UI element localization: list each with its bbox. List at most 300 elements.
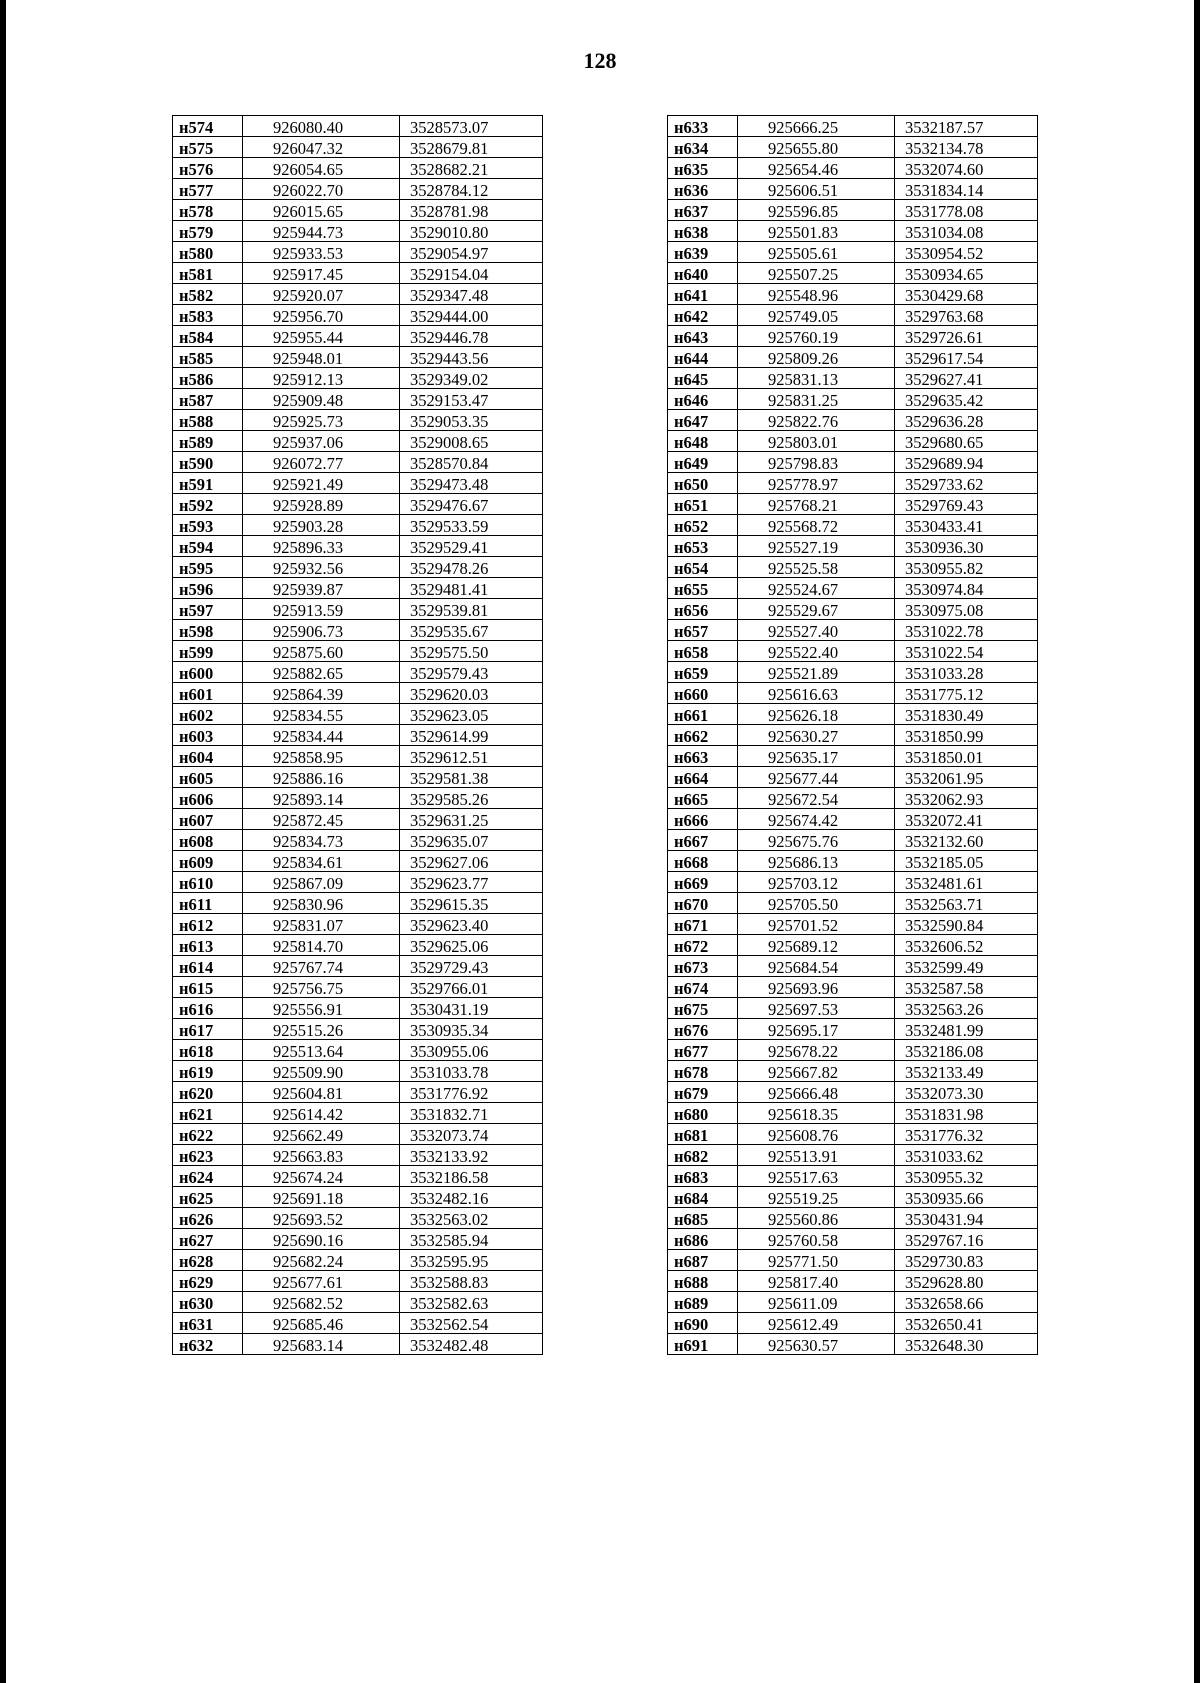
- point-number-cell: н610: [173, 872, 243, 893]
- point-number-cell: н616: [173, 998, 243, 1019]
- x-coordinate-cell: 925867.09: [243, 872, 400, 893]
- y-coordinate-cell: 3529533.59: [400, 515, 543, 536]
- y-coordinate-cell: 3529627.41: [895, 368, 1038, 389]
- y-coordinate-cell: 3529153.47: [400, 389, 543, 410]
- table-row: [668, 767, 1038, 788]
- table-row: [668, 1271, 1038, 1292]
- x-coordinate-cell: 925760.58: [738, 1229, 895, 1250]
- x-coordinate-cell: 925920.07: [243, 284, 400, 305]
- y-coordinate-cell: 3530433.41: [895, 515, 1038, 536]
- point-number-cell: н689: [668, 1292, 738, 1313]
- point-number-cell: н660: [668, 683, 738, 704]
- x-coordinate-cell: 925705.50: [738, 893, 895, 914]
- point-number-cell: н666: [668, 809, 738, 830]
- x-coordinate-cell: 925858.95: [243, 746, 400, 767]
- table-row: [173, 1187, 543, 1208]
- point-number-cell: н605: [173, 767, 243, 788]
- x-coordinate-cell: 925822.76: [738, 410, 895, 431]
- y-coordinate-cell: 3532072.41: [895, 809, 1038, 830]
- table-row: [173, 1250, 543, 1271]
- x-coordinate-cell: 925501.83: [738, 221, 895, 242]
- y-coordinate-cell: 3529347.48: [400, 284, 543, 305]
- table-row: [668, 305, 1038, 326]
- y-coordinate-cell: 3529612.51: [400, 746, 543, 767]
- x-coordinate-cell: 926022.70: [243, 179, 400, 200]
- x-coordinate-cell: 925771.50: [738, 1250, 895, 1271]
- y-coordinate-cell: 3529628.80: [895, 1271, 1038, 1292]
- point-number-cell: н630: [173, 1292, 243, 1313]
- x-coordinate-cell: 925925.73: [243, 410, 400, 431]
- x-coordinate-cell: 925798.83: [738, 452, 895, 473]
- x-coordinate-cell: 925521.89: [738, 662, 895, 683]
- table-row: [173, 767, 543, 788]
- table-row: [668, 578, 1038, 599]
- point-number-cell: н576: [173, 158, 243, 179]
- point-number-cell: н618: [173, 1040, 243, 1061]
- table-row: [173, 977, 543, 998]
- point-number-cell: н608: [173, 830, 243, 851]
- table-row: [668, 1250, 1038, 1271]
- x-coordinate-cell: 925693.52: [243, 1208, 400, 1229]
- y-coordinate-cell: 3531033.78: [400, 1061, 543, 1082]
- table-row: [173, 935, 543, 956]
- point-number-cell: н621: [173, 1103, 243, 1124]
- x-coordinate-cell: 925683.14: [243, 1334, 400, 1355]
- y-coordinate-cell: 3530935.34: [400, 1019, 543, 1040]
- point-number-cell: н690: [668, 1313, 738, 1334]
- y-coordinate-cell: 3529579.43: [400, 662, 543, 683]
- table-row: [668, 1208, 1038, 1229]
- point-number-cell: н662: [668, 725, 738, 746]
- x-coordinate-cell: 925666.48: [738, 1082, 895, 1103]
- table-row: [173, 431, 543, 452]
- y-coordinate-cell: 3531034.08: [895, 221, 1038, 242]
- x-coordinate-cell: 925928.89: [243, 494, 400, 515]
- table-row: [668, 809, 1038, 830]
- table-row: [173, 116, 543, 137]
- table-row: [668, 263, 1038, 284]
- x-coordinate-cell: 925933.53: [243, 242, 400, 263]
- point-number-cell: н639: [668, 242, 738, 263]
- y-coordinate-cell: 3531850.01: [895, 746, 1038, 767]
- y-coordinate-cell: 3532133.49: [895, 1061, 1038, 1082]
- x-coordinate-cell: 925834.44: [243, 725, 400, 746]
- point-number-cell: н606: [173, 788, 243, 809]
- x-coordinate-cell: 925906.73: [243, 620, 400, 641]
- x-coordinate-cell: 925630.57: [738, 1334, 895, 1355]
- y-coordinate-cell: 3530954.52: [895, 242, 1038, 263]
- x-coordinate-cell: 925525.58: [738, 557, 895, 578]
- table-row: [173, 158, 543, 179]
- x-coordinate-cell: 925606.51: [738, 179, 895, 200]
- y-coordinate-cell: 3530975.08: [895, 599, 1038, 620]
- x-coordinate-cell: 925834.55: [243, 704, 400, 725]
- point-number-cell: н647: [668, 410, 738, 431]
- x-coordinate-cell: 925944.73: [243, 221, 400, 242]
- y-coordinate-cell: 3530431.19: [400, 998, 543, 1019]
- x-coordinate-cell: 925614.42: [243, 1103, 400, 1124]
- x-coordinate-cell: 925686.13: [738, 851, 895, 872]
- y-coordinate-cell: 3529617.54: [895, 347, 1038, 368]
- table-row: [668, 872, 1038, 893]
- x-coordinate-cell: 925560.86: [738, 1208, 895, 1229]
- x-coordinate-cell: 925509.90: [243, 1061, 400, 1082]
- point-number-cell: н587: [173, 389, 243, 410]
- x-coordinate-cell: 925678.22: [738, 1040, 895, 1061]
- x-coordinate-cell: 925677.61: [243, 1271, 400, 1292]
- point-number-cell: н661: [668, 704, 738, 725]
- y-coordinate-cell: 3529636.28: [895, 410, 1038, 431]
- point-number-cell: н602: [173, 704, 243, 725]
- table-row: [173, 578, 543, 599]
- y-coordinate-cell: 3528781.98: [400, 200, 543, 221]
- x-coordinate-cell: 925556.91: [243, 998, 400, 1019]
- y-coordinate-cell: 3532595.95: [400, 1250, 543, 1271]
- y-coordinate-cell: 3532658.66: [895, 1292, 1038, 1313]
- y-coordinate-cell: 3532073.30: [895, 1082, 1038, 1103]
- x-coordinate-cell: 925515.26: [243, 1019, 400, 1040]
- point-number-cell: н595: [173, 557, 243, 578]
- table-row: [668, 494, 1038, 515]
- table-row: [173, 284, 543, 305]
- y-coordinate-cell: 3530936.30: [895, 536, 1038, 557]
- y-coordinate-cell: 3532187.57: [895, 116, 1038, 137]
- table-row: [173, 851, 543, 872]
- y-coordinate-cell: 3529476.67: [400, 494, 543, 515]
- point-number-cell: н636: [668, 179, 738, 200]
- table-row: [668, 746, 1038, 767]
- x-coordinate-cell: 925626.18: [738, 704, 895, 725]
- point-number-cell: н685: [668, 1208, 738, 1229]
- x-coordinate-cell: 925893.14: [243, 788, 400, 809]
- point-number-cell: н668: [668, 851, 738, 872]
- x-coordinate-cell: 925608.76: [738, 1124, 895, 1145]
- table-row: [173, 788, 543, 809]
- point-number-cell: н675: [668, 998, 738, 1019]
- x-coordinate-cell: 926054.65: [243, 158, 400, 179]
- y-coordinate-cell: 3529635.07: [400, 830, 543, 851]
- point-number-cell: н580: [173, 242, 243, 263]
- y-coordinate-cell: 3532563.02: [400, 1208, 543, 1229]
- y-coordinate-cell: 3531033.62: [895, 1145, 1038, 1166]
- table-row: [668, 1334, 1038, 1355]
- x-coordinate-cell: 925517.63: [738, 1166, 895, 1187]
- table-row: [668, 956, 1038, 977]
- y-coordinate-cell: 3529623.40: [400, 914, 543, 935]
- x-coordinate-cell: 925913.59: [243, 599, 400, 620]
- x-coordinate-cell: 925630.27: [738, 725, 895, 746]
- x-coordinate-cell: 925909.48: [243, 389, 400, 410]
- table-row: [173, 641, 543, 662]
- point-number-cell: н635: [668, 158, 738, 179]
- y-coordinate-cell: 3532606.52: [895, 935, 1038, 956]
- table-row: [668, 662, 1038, 683]
- point-number-cell: н588: [173, 410, 243, 431]
- table-row: [668, 158, 1038, 179]
- y-coordinate-cell: 3528570.84: [400, 452, 543, 473]
- x-coordinate-cell: 925834.61: [243, 851, 400, 872]
- x-coordinate-cell: 925831.13: [738, 368, 895, 389]
- x-coordinate-cell: 925932.56: [243, 557, 400, 578]
- x-coordinate-cell: 925693.96: [738, 977, 895, 998]
- table-row: [173, 536, 543, 557]
- x-coordinate-cell: 925817.40: [738, 1271, 895, 1292]
- y-coordinate-cell: 3529733.62: [895, 473, 1038, 494]
- point-number-cell: н681: [668, 1124, 738, 1145]
- point-number-cell: н673: [668, 956, 738, 977]
- point-number-cell: н633: [668, 116, 738, 137]
- y-coordinate-cell: 3532648.30: [895, 1334, 1038, 1355]
- point-number-cell: н670: [668, 893, 738, 914]
- table-row: [668, 284, 1038, 305]
- table-row: [668, 1124, 1038, 1145]
- point-number-cell: н641: [668, 284, 738, 305]
- point-number-cell: н648: [668, 431, 738, 452]
- table-row: [173, 1145, 543, 1166]
- table-row: [668, 599, 1038, 620]
- point-number-cell: н603: [173, 725, 243, 746]
- x-coordinate-cell: 925677.44: [738, 767, 895, 788]
- x-coordinate-cell: 925524.67: [738, 578, 895, 599]
- x-coordinate-cell: 925663.83: [243, 1145, 400, 1166]
- table-row: [668, 683, 1038, 704]
- y-coordinate-cell: 3529539.81: [400, 599, 543, 620]
- x-coordinate-cell: 925814.70: [243, 935, 400, 956]
- y-coordinate-cell: 3529054.97: [400, 242, 543, 263]
- y-coordinate-cell: 3531033.28: [895, 662, 1038, 683]
- table-row: [173, 1103, 543, 1124]
- x-coordinate-cell: 925685.46: [243, 1313, 400, 1334]
- y-coordinate-cell: 3531778.08: [895, 200, 1038, 221]
- y-coordinate-cell: 3531850.99: [895, 725, 1038, 746]
- table-row: [173, 599, 543, 620]
- point-number-cell: н688: [668, 1271, 738, 1292]
- y-coordinate-cell: 3529627.06: [400, 851, 543, 872]
- point-number-cell: н590: [173, 452, 243, 473]
- table-row: [668, 851, 1038, 872]
- table-row: [173, 347, 543, 368]
- point-number-cell: н631: [173, 1313, 243, 1334]
- point-number-cell: н679: [668, 1082, 738, 1103]
- y-coordinate-cell: 3531832.71: [400, 1103, 543, 1124]
- table-row: [173, 494, 543, 515]
- point-number-cell: н634: [668, 137, 738, 158]
- table-row: [173, 200, 543, 221]
- y-coordinate-cell: 3530934.65: [895, 263, 1038, 284]
- y-coordinate-cell: 3532061.95: [895, 767, 1038, 788]
- y-coordinate-cell: 3529154.04: [400, 263, 543, 284]
- point-number-cell: н667: [668, 830, 738, 851]
- table-row: [173, 263, 543, 284]
- x-coordinate-cell: 925809.26: [738, 347, 895, 368]
- x-coordinate-cell: 925522.40: [738, 641, 895, 662]
- point-number-cell: н656: [668, 599, 738, 620]
- point-number-cell: н604: [173, 746, 243, 767]
- point-number-cell: н600: [173, 662, 243, 683]
- point-number-cell: н672: [668, 935, 738, 956]
- y-coordinate-cell: 3529581.38: [400, 767, 543, 788]
- point-number-cell: н579: [173, 221, 243, 242]
- point-number-cell: н584: [173, 326, 243, 347]
- y-coordinate-cell: 3532185.05: [895, 851, 1038, 872]
- table-row: [668, 179, 1038, 200]
- table-row: [173, 893, 543, 914]
- x-coordinate-cell: 925655.80: [738, 137, 895, 158]
- x-coordinate-cell: 925956.70: [243, 305, 400, 326]
- y-coordinate-cell: 3532481.61: [895, 872, 1038, 893]
- table-row: [668, 620, 1038, 641]
- y-coordinate-cell: 3529623.77: [400, 872, 543, 893]
- y-coordinate-cell: 3529053.35: [400, 410, 543, 431]
- point-number-cell: н622: [173, 1124, 243, 1145]
- point-number-cell: н653: [668, 536, 738, 557]
- point-number-cell: н594: [173, 536, 243, 557]
- y-coordinate-cell: 3532482.48: [400, 1334, 543, 1355]
- point-number-cell: н684: [668, 1187, 738, 1208]
- point-number-cell: н691: [668, 1334, 738, 1355]
- point-number-cell: н677: [668, 1040, 738, 1061]
- y-coordinate-cell: 3531022.78: [895, 620, 1038, 641]
- table-row: [668, 977, 1038, 998]
- table-row: [668, 452, 1038, 473]
- y-coordinate-cell: 3532186.58: [400, 1166, 543, 1187]
- y-coordinate-cell: 3530431.94: [895, 1208, 1038, 1229]
- y-coordinate-cell: 3529529.41: [400, 536, 543, 557]
- y-coordinate-cell: 3532134.78: [895, 137, 1038, 158]
- y-coordinate-cell: 3529478.26: [400, 557, 543, 578]
- point-number-cell: н674: [668, 977, 738, 998]
- point-number-cell: н615: [173, 977, 243, 998]
- point-number-cell: н658: [668, 641, 738, 662]
- point-number-cell: н613: [173, 935, 243, 956]
- y-coordinate-cell: 3529010.80: [400, 221, 543, 242]
- x-coordinate-cell: 925674.42: [738, 809, 895, 830]
- point-number-cell: н654: [668, 557, 738, 578]
- point-number-cell: н676: [668, 1019, 738, 1040]
- scan-edge-right: [1194, 0, 1200, 1683]
- table-row: [668, 116, 1038, 137]
- y-coordinate-cell: 3532186.08: [895, 1040, 1038, 1061]
- point-number-cell: н625: [173, 1187, 243, 1208]
- table-row: [668, 431, 1038, 452]
- x-coordinate-cell: 926047.32: [243, 137, 400, 158]
- x-coordinate-cell: 925875.60: [243, 641, 400, 662]
- x-coordinate-cell: 925616.63: [738, 683, 895, 704]
- table-row: [668, 1145, 1038, 1166]
- table-row: [173, 452, 543, 473]
- table-row: [173, 326, 543, 347]
- y-coordinate-cell: 3529766.01: [400, 977, 543, 998]
- point-number-cell: н663: [668, 746, 738, 767]
- y-coordinate-cell: 3529615.35: [400, 893, 543, 914]
- table-row: [173, 515, 543, 536]
- y-coordinate-cell: 3529730.83: [895, 1250, 1038, 1271]
- y-coordinate-cell: 3529575.50: [400, 641, 543, 662]
- y-coordinate-cell: 3531830.49: [895, 704, 1038, 725]
- point-number-cell: н626: [173, 1208, 243, 1229]
- y-coordinate-cell: 3529769.43: [895, 494, 1038, 515]
- point-number-cell: н687: [668, 1250, 738, 1271]
- y-coordinate-cell: 3528679.81: [400, 137, 543, 158]
- y-coordinate-cell: 3532062.93: [895, 788, 1038, 809]
- table-row: [173, 956, 543, 977]
- table-row: [173, 1313, 543, 1334]
- x-coordinate-cell: 925527.40: [738, 620, 895, 641]
- y-coordinate-cell: 3529680.65: [895, 431, 1038, 452]
- x-coordinate-cell: 925691.18: [243, 1187, 400, 1208]
- page-number: 128: [583, 48, 617, 73]
- x-coordinate-cell: 925672.54: [738, 788, 895, 809]
- table-row: [173, 683, 543, 704]
- point-number-cell: н640: [668, 263, 738, 284]
- point-number-cell: н644: [668, 347, 738, 368]
- x-coordinate-cell: 925513.91: [738, 1145, 895, 1166]
- x-coordinate-cell: 925513.64: [243, 1040, 400, 1061]
- table-row: [668, 221, 1038, 242]
- table-row: [173, 872, 543, 893]
- x-coordinate-cell: 925682.24: [243, 1250, 400, 1271]
- x-coordinate-cell: 925778.97: [738, 473, 895, 494]
- y-coordinate-cell: 3529349.02: [400, 368, 543, 389]
- x-coordinate-cell: 926015.65: [243, 200, 400, 221]
- y-coordinate-cell: 3532132.60: [895, 830, 1038, 851]
- point-number-cell: н655: [668, 578, 738, 599]
- point-number-cell: н601: [173, 683, 243, 704]
- x-coordinate-cell: 925667.82: [738, 1061, 895, 1082]
- table-row: [173, 221, 543, 242]
- table-row: [668, 473, 1038, 494]
- x-coordinate-cell: 925896.33: [243, 536, 400, 557]
- table-row: [668, 935, 1038, 956]
- table-row: [668, 1082, 1038, 1103]
- table-row: [668, 914, 1038, 935]
- point-number-cell: н664: [668, 767, 738, 788]
- y-coordinate-cell: 3529446.78: [400, 326, 543, 347]
- point-number-cell: н578: [173, 200, 243, 221]
- table-row: [668, 1103, 1038, 1124]
- point-number-cell: н686: [668, 1229, 738, 1250]
- table-row: [173, 242, 543, 263]
- x-coordinate-cell: 925803.01: [738, 431, 895, 452]
- point-number-cell: н642: [668, 305, 738, 326]
- y-coordinate-cell: 3532481.99: [895, 1019, 1038, 1040]
- x-coordinate-cell: 925882.65: [243, 662, 400, 683]
- x-coordinate-cell: 925834.73: [243, 830, 400, 851]
- x-coordinate-cell: 925675.76: [738, 830, 895, 851]
- point-number-cell: н574: [173, 116, 243, 137]
- x-coordinate-cell: 925948.01: [243, 347, 400, 368]
- x-coordinate-cell: 925703.12: [738, 872, 895, 893]
- x-coordinate-cell: 925937.06: [243, 431, 400, 452]
- table-row: [668, 557, 1038, 578]
- point-number-cell: н582: [173, 284, 243, 305]
- x-coordinate-cell: 925507.25: [738, 263, 895, 284]
- y-coordinate-cell: 3532650.41: [895, 1313, 1038, 1334]
- table-row: [668, 1040, 1038, 1061]
- table-row: [668, 410, 1038, 431]
- x-coordinate-cell: 925674.24: [243, 1166, 400, 1187]
- point-number-cell: н678: [668, 1061, 738, 1082]
- point-number-cell: н629: [173, 1271, 243, 1292]
- y-coordinate-cell: 3529729.43: [400, 956, 543, 977]
- x-coordinate-cell: 925654.46: [738, 158, 895, 179]
- table-row: [668, 515, 1038, 536]
- y-coordinate-cell: 3532562.54: [400, 1313, 543, 1334]
- point-number-cell: н682: [668, 1145, 738, 1166]
- y-coordinate-cell: 3532563.71: [895, 893, 1038, 914]
- table-row: [668, 725, 1038, 746]
- point-number-cell: н575: [173, 137, 243, 158]
